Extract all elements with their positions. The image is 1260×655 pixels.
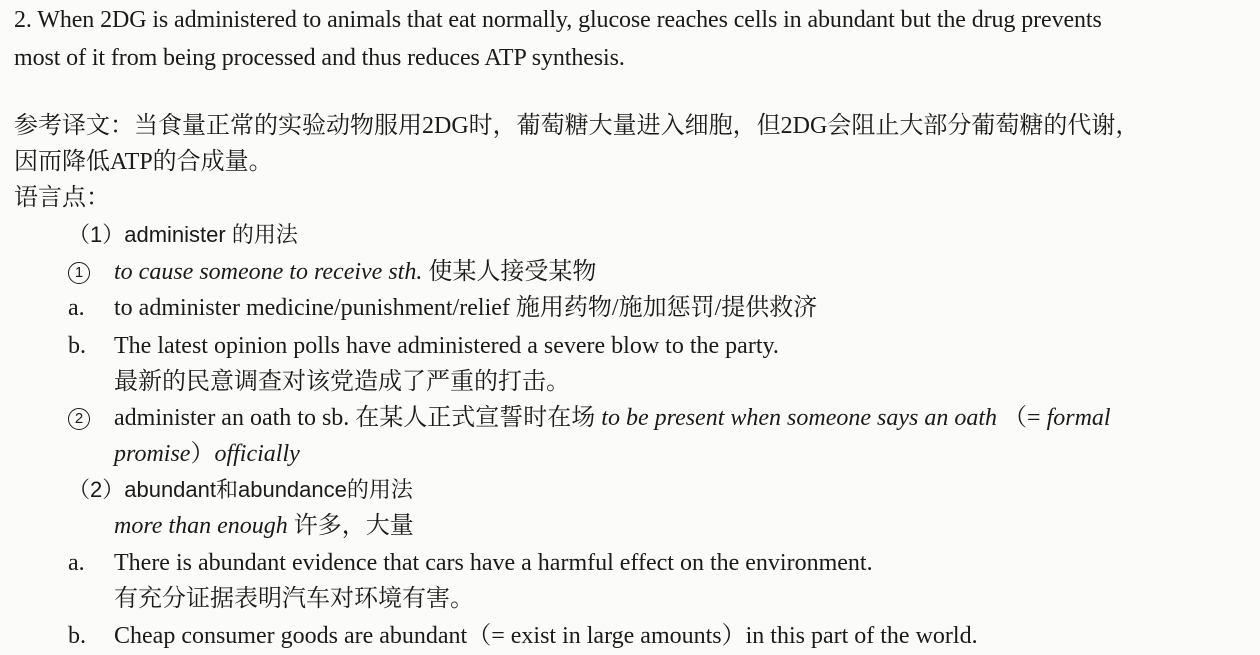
point2-heading-text: （2）abundant和abundance的用法 [68, 477, 413, 502]
point2-def-en: more than enough [114, 513, 288, 539]
sense2-formal: formal [1046, 405, 1111, 431]
sense2-officially: officially [214, 441, 300, 467]
example2-a-label: a. [68, 550, 85, 576]
example2-b-label: b. [68, 623, 86, 649]
sense2-marker [68, 403, 90, 433]
sense2-promise: promise [114, 441, 191, 467]
sense2-line1 [114, 403, 1111, 433]
example-a-cn: 施用药物/施加惩罚/提供救济 [509, 295, 818, 321]
example-a [114, 293, 817, 323]
sense1-def-cn: 使某人接受某物 [422, 259, 597, 285]
example-b-en: The latest opinion polls have administered a severe blow to the party. [114, 333, 779, 359]
point2-def-cn: 许多，大量 [287, 513, 414, 539]
example2-a-en: There is abundant evidence that cars have a harmful effect on the environment. [114, 550, 873, 576]
sense2-close-paren: ） [190, 441, 215, 467]
example-b-label: b. [68, 333, 86, 359]
sense2-line2 [114, 439, 300, 469]
example-a-label: a. [68, 295, 85, 321]
example2-b-en: Cheap consumer goods are abundant（= exist in large amounts）in this part of the world. [114, 623, 978, 649]
sense1-def-en: to cause someone to receive sth. [114, 259, 423, 285]
translation-line2: 因而降低ATP的合成量。 [14, 149, 273, 175]
sense2-paren: （= [997, 405, 1047, 431]
example2-a-cn: 有充分证据表明汽车对环境有害。 [114, 586, 474, 612]
point1-heading [68, 220, 298, 250]
circled-number-1: 1 [68, 262, 90, 284]
sense1-definition [114, 257, 596, 287]
circled-number-2: 2 [68, 408, 90, 430]
item2-line2: most of it from being processed and thus reduces ATP synthesis. [14, 45, 625, 71]
points-heading: 语言点： [14, 185, 110, 211]
example-b-cn: 最新的民意调查对该党造成了严重的打击。 [114, 369, 570, 395]
example-a-en: to administer medicine/punishment/relief [114, 295, 510, 321]
point1-heading-text: （1）administer 的用法 [68, 222, 298, 247]
translation-line1: 参考译文：当食量正常的实验动物服用2DG时，葡萄糖大量进入细胞，但2DG会阻止大部分葡萄糖的代谢， [14, 113, 1140, 139]
sense1-marker [68, 257, 90, 287]
item2-line1: 2. When 2DG is administered to animals that eat normally, glucose reaches cells in abundant but the drug prevents [14, 7, 1102, 33]
sense2-def-en: to be present when someone says an oath [601, 405, 998, 431]
point2-definition [114, 511, 414, 541]
sense2-text: administer an oath to sb. 在某人正式宣誓时在场 [114, 405, 602, 431]
point2-heading [68, 475, 413, 505]
